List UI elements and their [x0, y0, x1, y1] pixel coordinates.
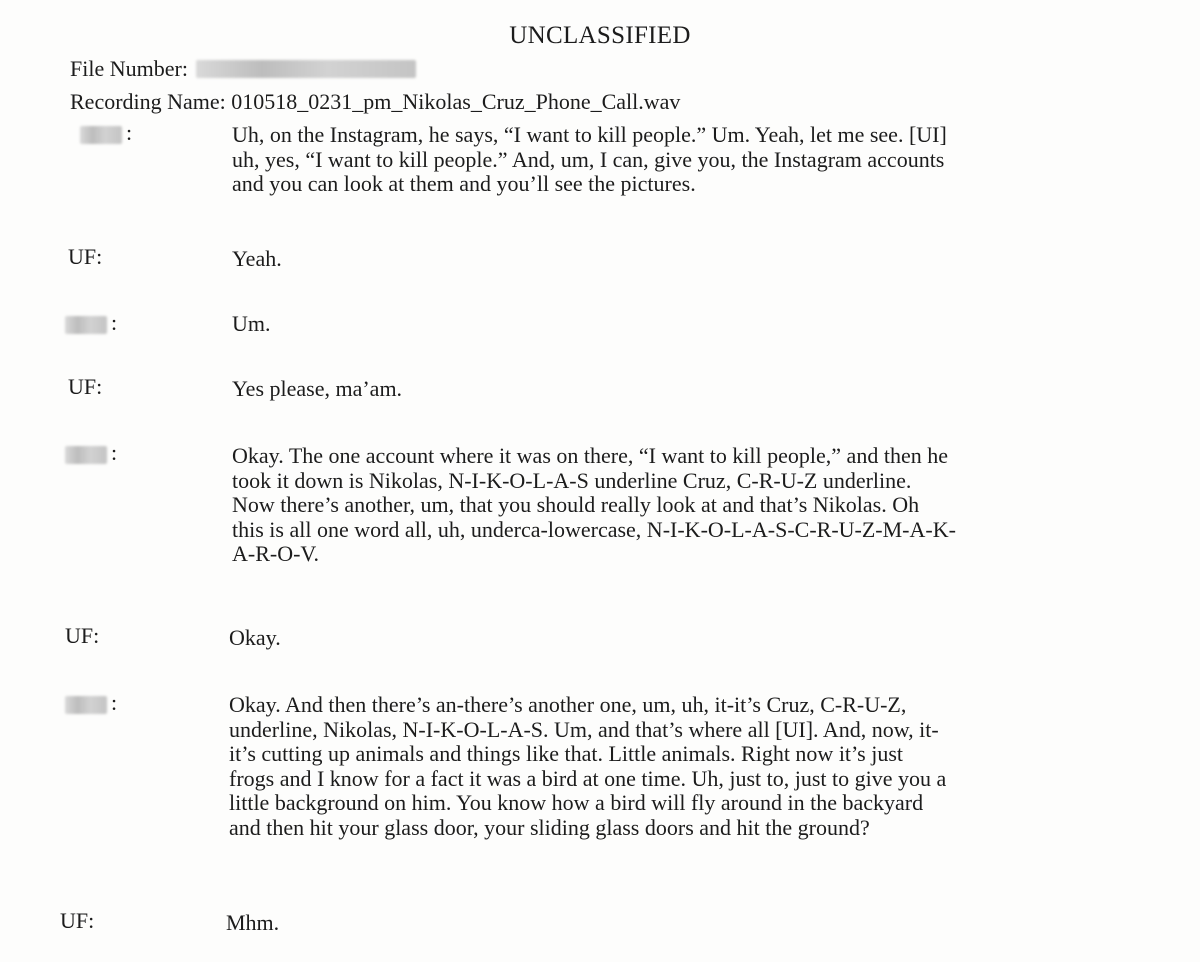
file-number-line: [70, 56, 416, 82]
utterance-text: Yes please, ma’am.: [232, 376, 403, 401]
speaker-redacted: :: [80, 120, 132, 146]
speaker-uf: UF:: [68, 374, 103, 399]
classification-header: UNCLASSIFIED: [509, 22, 691, 49]
speaker-redacted: :: [65, 440, 117, 466]
utterance-text: Uh, on the Instagram, he says, “I want to kill people.” Um. Yeah, let me see. [UI] uh, yes, “I want to kill people.” And, um, I can, give you, the Instagram accounts and you can look at them and you’ll see the pictures.: [232, 122, 947, 196]
redacted-speaker-name: [80, 126, 122, 144]
redacted-file-number: [196, 60, 416, 78]
recording-name-line: [70, 89, 680, 115]
speaker-redacted: :: [65, 310, 117, 336]
redacted-speaker-name: [65, 696, 107, 714]
utterance-text: Okay. The one account where it was on there, “I want to kill people,” and then he took it down is Nikolas, N-I-K-O-L-A-S underline Cruz, C-R-U-Z underline. Now there’s another, um, that you should really look at and that’s Nikolas. Oh this is all one word all, uh, underca-lowercase, N-I-K-O-L-A-S-C-R-U-Z-M-A-K- A-R-O-V.: [232, 443, 956, 566]
utterance-text: Mhm.: [226, 910, 280, 935]
speaker-uf: UF:: [65, 623, 100, 648]
utterance-text: Yeah.: [232, 246, 282, 271]
recording-name-value: 010518_0231_pm_Nikolas_Cruz_Phone_Call.wav: [231, 89, 681, 114]
redacted-speaker-name: [65, 316, 107, 334]
speaker-redacted: :: [65, 690, 117, 716]
speaker-uf: UF:: [68, 244, 103, 269]
utterance-text: Okay.: [229, 625, 281, 650]
utterance-text: Okay. And then there’s an-there’s another one, um, uh, it-it’s Cruz, C-R-U-Z, underline, Nikolas, N-I-K-O-L-A-S. Um, and that’s where all [UI]. And, now, it- it’s cutting up animals and things like that. Little animals. Right now it’s just frogs and I know for a fact it was a bird at one time. Uh, just to, just to give you a little background on him. You know how a bird will fly around in the backyard and then hit your glass door, your sliding glass doors and hit the ground?: [229, 692, 947, 840]
speaker-uf: UF:: [60, 908, 95, 933]
redacted-speaker-name: [65, 446, 107, 464]
utterance-text: Um.: [232, 311, 271, 336]
recording-name-label: Recording Name:: [70, 89, 226, 114]
file-number-label: File Number:: [70, 56, 188, 81]
